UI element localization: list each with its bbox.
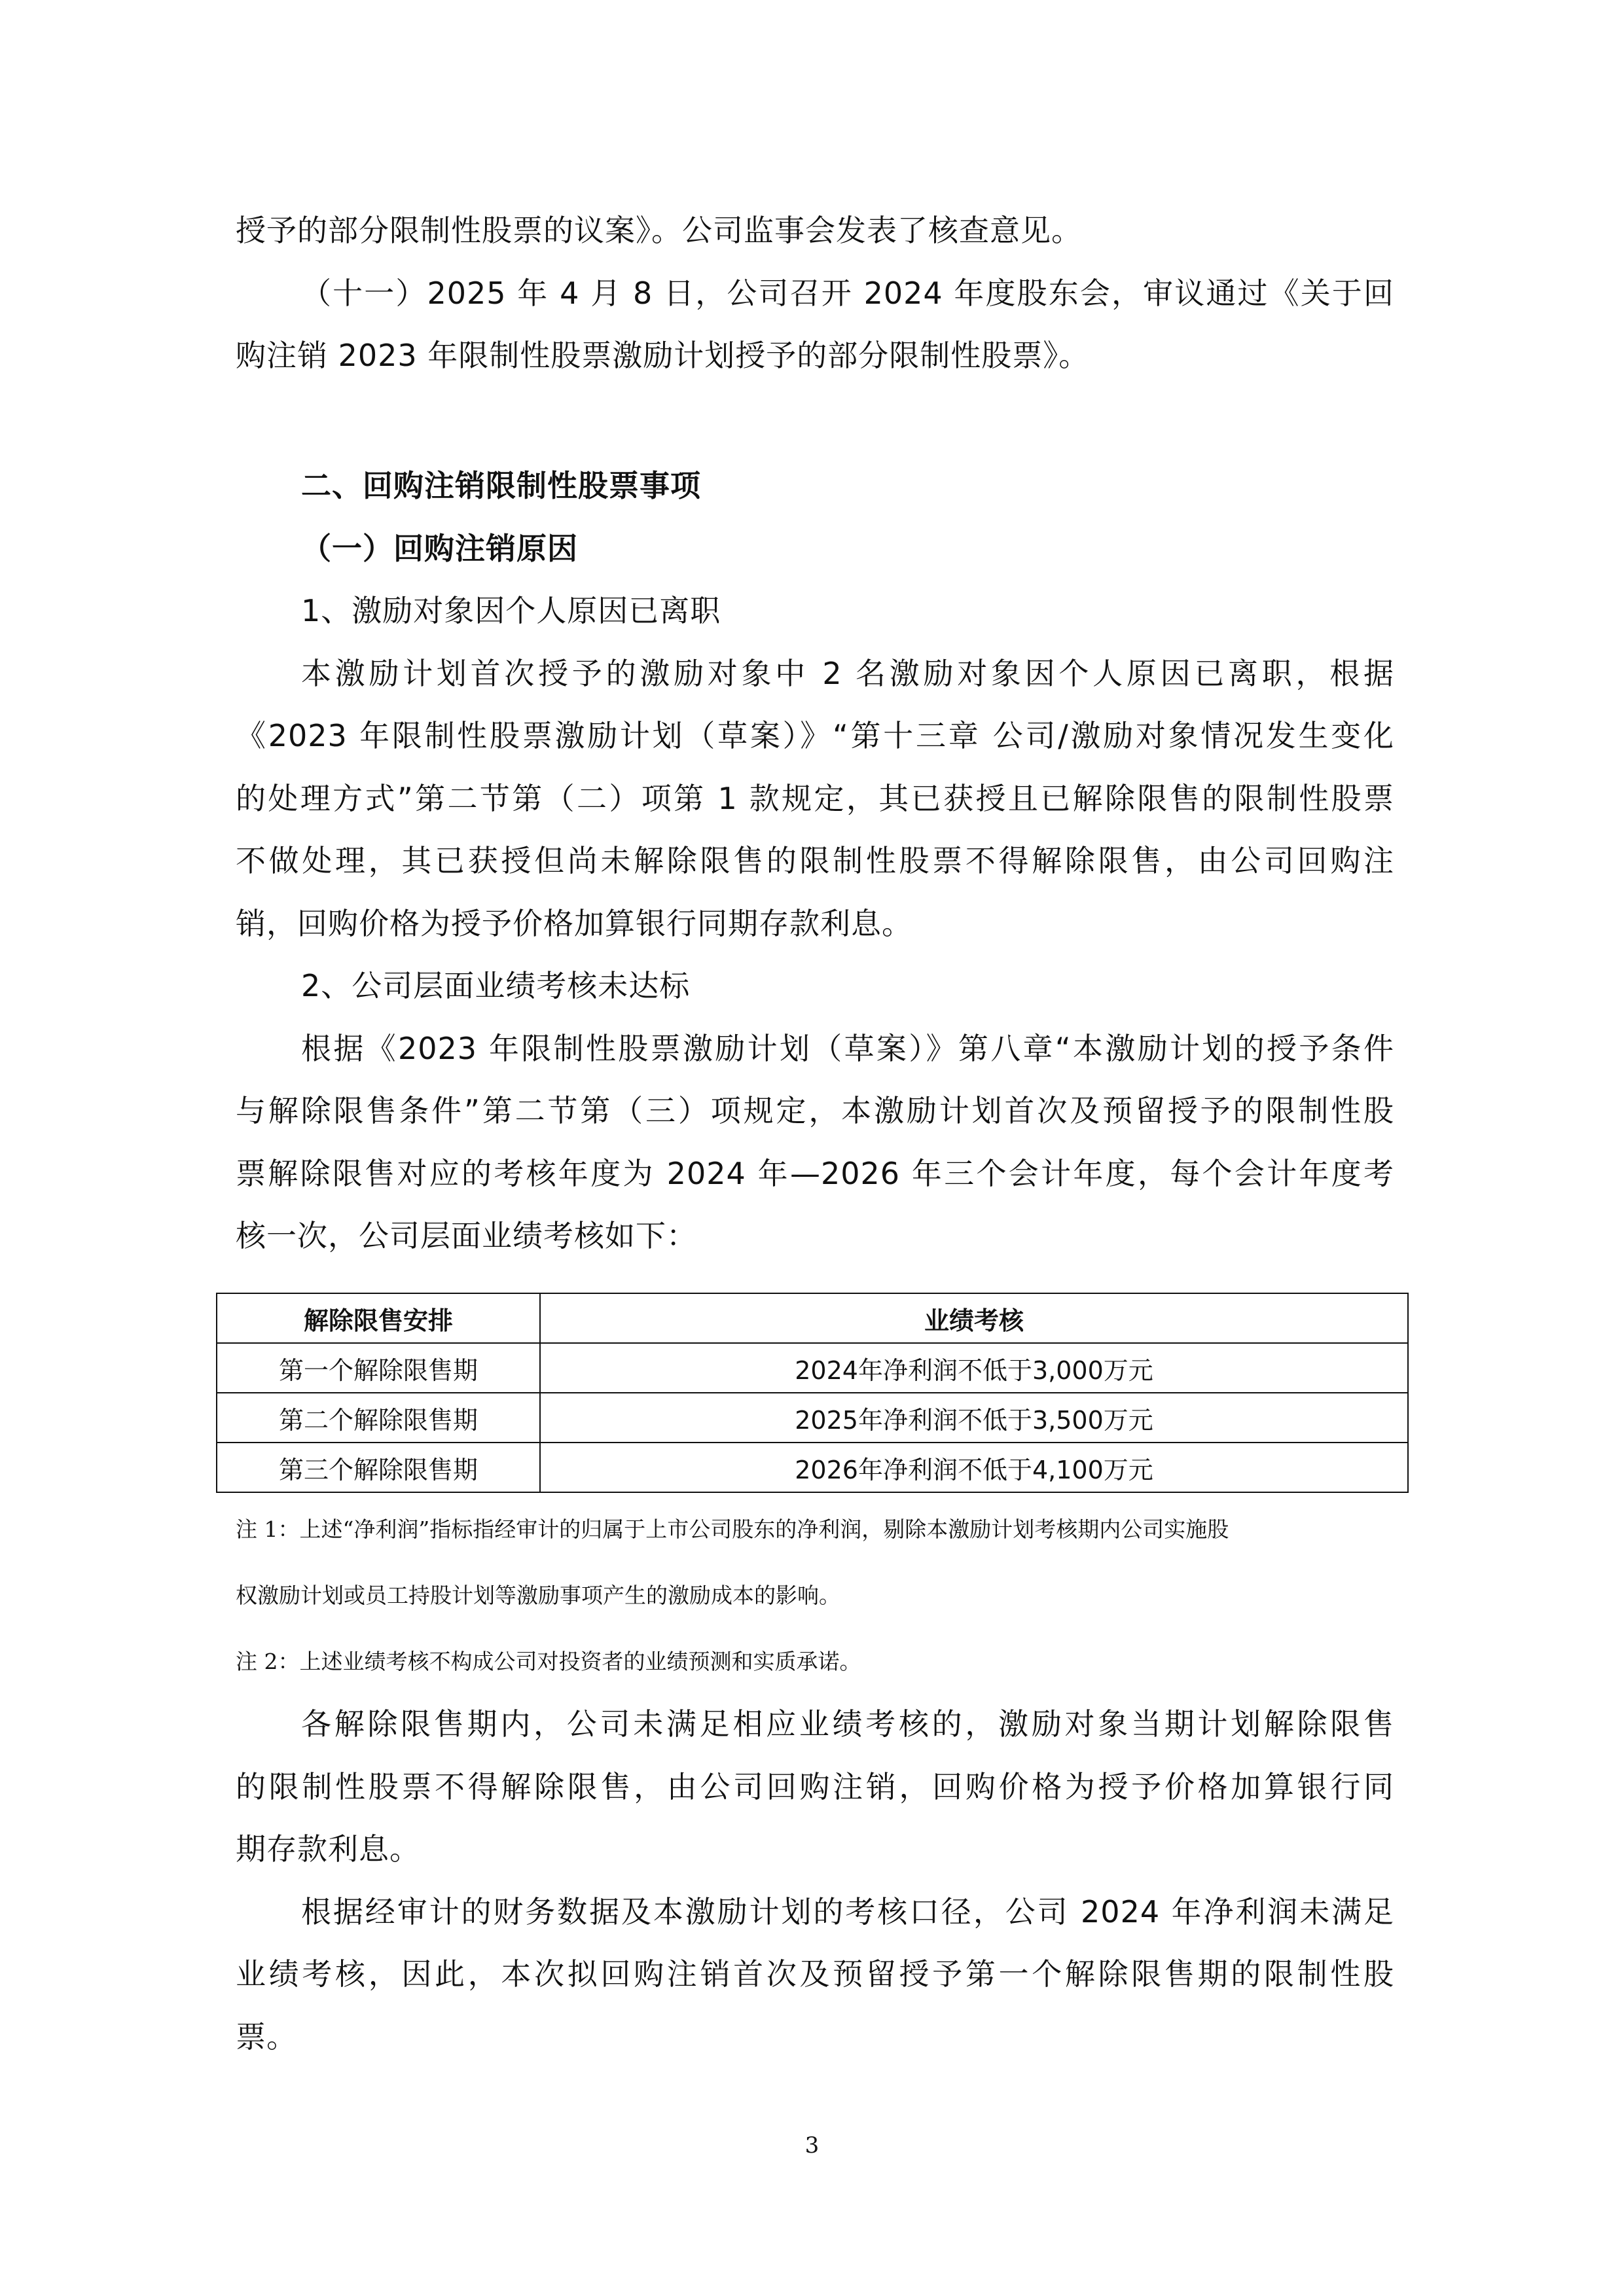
table-row xyxy=(217,1393,1408,1443)
paragraph-line: 的处理方式”第二节第（二）项第 1 款规定，其已获授且已解除限售的限制性股票 xyxy=(236,781,1394,816)
footnote-line: 注 2：上述业绩考核不构成公司对投资者的业绩预测和实质承诺。 xyxy=(236,1649,861,1674)
table-cell: 2026年净利润不低于4,100万元 xyxy=(540,1443,1408,1492)
table-cell: 2025年净利润不低于3,500万元 xyxy=(540,1393,1408,1443)
paragraph-line: 本激励计划首次授予的激励对象中 2 名激励对象因个人原因已离职，根据 xyxy=(301,656,1394,691)
paragraph-line: 根据《2023 年限制性股票激励计划（草案）》第八章“本激励计划的授予条件 xyxy=(301,1031,1394,1066)
table-header-row xyxy=(217,1293,1408,1343)
paragraph-line: 业绩考核，因此，本次拟回购注销首次及预留授予第一个解除限售期的限制性股 xyxy=(236,1956,1394,1992)
paragraph-line: 票。 xyxy=(236,2019,297,2054)
table-row xyxy=(217,1343,1408,1393)
paragraph-line: 不做处理，其已获授但尚未解除限售的限制性股票不得解除限售，由公司回购注 xyxy=(236,843,1394,878)
table-row xyxy=(217,1443,1408,1492)
section-heading: 二、回购注销限制性股票事项 xyxy=(301,468,701,503)
table-cell: 第二个解除限售期 xyxy=(217,1393,540,1443)
paragraph-line: 《2023 年限制性股票激励计划（草案）》“第十三章 公司/激励对象情况发生变化 xyxy=(236,718,1394,753)
paragraph-line: 各解除限售期内，公司未满足相应业绩考核的，激励对象当期计划解除限售 xyxy=(301,1706,1394,1742)
table-cell: 第一个解除限售期 xyxy=(217,1343,540,1393)
table-header-cell: 业绩考核 xyxy=(540,1293,1408,1343)
item-title: 2、公司层面业绩考核未达标 xyxy=(301,968,691,1003)
page-number: 3 xyxy=(804,2132,820,2159)
table-cell: 2024年净利润不低于3,000万元 xyxy=(540,1343,1408,1393)
table-cell: 第三个解除限售期 xyxy=(217,1443,540,1492)
table-header-cell: 解除限售安排 xyxy=(217,1293,540,1343)
paragraph-line: 期存款利息。 xyxy=(236,1831,420,1867)
paragraph-line: 销，回购价格为授予价格加算银行同期存款利息。 xyxy=(236,906,912,941)
footnote-line: 注 1：上述“净利润”指标指经审计的归属于上市公司股东的净利润，剔除本激励计划考核期内公司实施股 xyxy=(236,1516,1229,1542)
subsection-heading: （一）回购注销原因 xyxy=(301,531,578,566)
paragraph-line: 根据经审计的财务数据及本激励计划的考核口径，公司 2024 年净利润未满足 xyxy=(301,1894,1394,1929)
item-title: 1、激励对象因个人原因已离职 xyxy=(301,593,721,628)
paragraph-line: 的限制性股票不得解除限售，由公司回购注销，回购价格为授予价格加算银行同 xyxy=(236,1769,1394,1804)
paragraph-line: （十一）2025 年 4 月 8 日，公司召开 2024 年度股东会，审议通过《关于回 xyxy=(301,276,1394,311)
paragraph-line: 授予的部分限制性股票的议案》。公司监事会发表了核查意见。 xyxy=(236,213,1082,248)
performance-table xyxy=(216,1293,1409,1493)
paragraph-line: 核一次，公司层面业绩考核如下： xyxy=(236,1218,697,1253)
paragraph-line: 与解除限售条件”第二节第（三）项规定，本激励计划首次及预留授予的限制性股 xyxy=(236,1093,1394,1128)
paragraph-line: 票解除限售对应的考核年度为 2024 年—2026 年三个会计年度，每个会计年度考 xyxy=(236,1156,1394,1191)
paragraph-line: 购注销 2023 年限制性股票激励计划授予的部分限制性股票》。 xyxy=(236,338,1090,373)
footnote-line: 权激励计划或员工持股计划等激励事项产生的激励成本的影响。 xyxy=(236,1583,840,1608)
